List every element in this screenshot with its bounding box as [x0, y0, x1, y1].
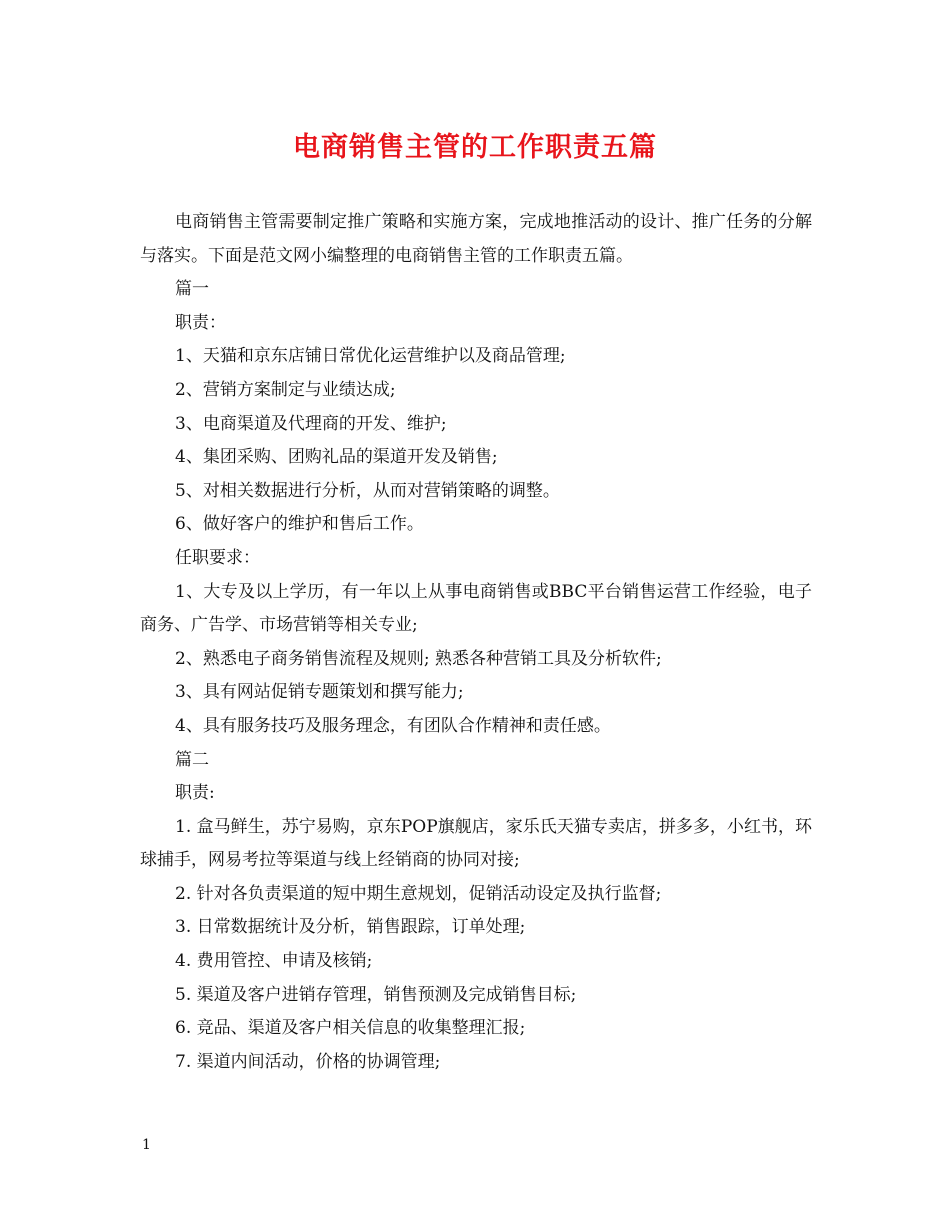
list-item: 1. 盒马鲜生，苏宁易购，京东POP旗舰店，家乐氏天猫专卖店，拼多多，小红书，环球捕手，网易考拉等渠道与线上经销商的协同对接;	[140, 816, 812, 871]
document-body	[140, 206, 812, 1079]
section-heading: 篇二	[175, 749, 209, 770]
list-item: 5、对相关数据进行分析，从而对营销策略的调整。	[175, 480, 560, 501]
list-item: 5. 渠道及客户进销存管理，销售预测及完成销售目标;	[175, 984, 577, 1005]
list-item: 6. 竞品、渠道及客户相关信息的收集整理汇报;	[175, 1018, 526, 1039]
list-item: 3、电商渠道及代理商的开发、维护;	[175, 413, 447, 434]
list-item: 4、具有服务技巧及服务理念，有团队合作精神和责任感。	[175, 715, 611, 736]
list-item: 4、集团采购、团购礼品的渠道开发及销售;	[175, 447, 498, 468]
page-number: 1	[142, 1137, 151, 1153]
subsection-heading: 职责：	[175, 312, 226, 333]
list-item: 3、具有网站促销专题策划和撰写能力;	[175, 682, 464, 703]
list-item: 7. 渠道内间活动，价格的协调管理;	[175, 1051, 441, 1072]
intro-paragraph: 电商销售主管需要制定推广策略和实施方案，完成地推活动的设计、推广任务的分解与落实。下面是范文网小编整理的电商销售主管的工作职责五篇。	[140, 212, 812, 266]
list-item: 1、大专及以上学历，有一年以上从事电商销售或BBC平台销售运营工作经验，电子商务、广告学、市场营销等相关专业;	[140, 581, 812, 636]
list-item: 6、做好客户的维护和售后工作。	[175, 514, 424, 535]
list-item: 2、营销方案制定与业绩达成;	[175, 379, 396, 400]
document-title: 电商销售主管的工作职责五篇	[293, 132, 657, 163]
section-heading: 篇一	[175, 279, 209, 300]
subsection-heading: 职责:	[175, 783, 215, 804]
list-item: 3. 日常数据统计及分析，销售跟踪，订单处理;	[175, 917, 526, 938]
list-item: 2. 针对各负责渠道的短中期生意规划，促销活动设定及执行监督;	[175, 883, 662, 904]
list-item: 4. 费用管控、申请及核销;	[175, 951, 373, 972]
list-item: 2、熟悉电子商务销售流程及规则; 熟悉各种营销工具及分析软件;	[175, 648, 662, 669]
list-item: 1、天猫和京东店铺日常优化运营维护以及商品管理;	[175, 346, 566, 367]
subsection-heading: 任职要求：	[175, 547, 260, 568]
